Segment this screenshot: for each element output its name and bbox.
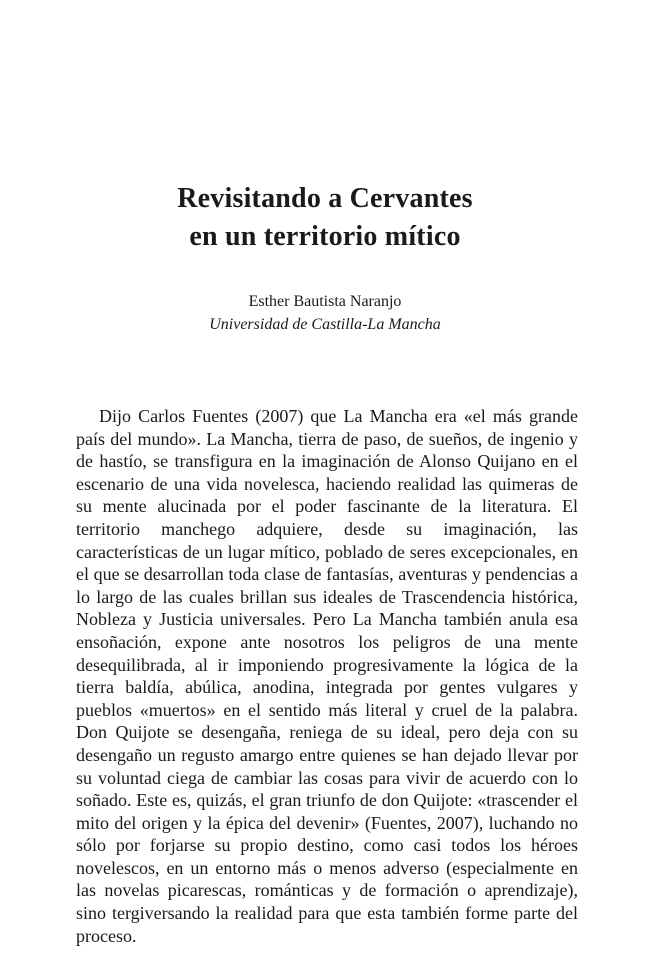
- title-line-2: en un territorio mítico: [189, 221, 461, 252]
- author-affiliation: Universidad de Castilla-La Mancha: [209, 316, 441, 333]
- body-paragraph: Dijo Carlos Fuentes (2007) que La Mancha era «el más grande país del mundo». La Mancha, tierra de paso, de sueños, de ingenio y de hastío, se transfigura en la imaginación de Alonso Quijano en el escenario de una vida novelesca, haciendo realidad las quimeras de su mente alucinada por el poder fascinante de la literatura. El territorio manchego adquiere, desde su imaginación, las características de un lugar mítico, poblado de seres excepcionales, en el que se desarrollan toda clase de fantasías, aventuras y pendencias a lo largo de las cuales brillan sus ideales de Trascendencia histórica, Nobleza y Justicia universales. Pero La Mancha también anula esa ensoñación, expone ante nosotros los peligros de una mente desequilibrada, al ir imponiendo progresivamente la lógica de la tierra baldía, abúlica, anodina, integrada por gentes vulgares y pueblos «muertos» en el sentido más literal y cruel de la palabra. Don Quijote se desengaña, reniega de su ideal, pero deja con su desengaño un regusto amargo entre quienes se han dejado llevar por su voluntad ciega de cambiar las cosas para vivir de acuerdo con lo soñado. Este es, quizás, el gran triunfo de don Quijote: «trascender el mito del origen y la épica del devenir» (Fuentes, 2007), luchando no sólo por forjarse su propio destino, como casi todos los héroes novelescos, en un entorno más o menos adverso (especialmente en las novelas picarescas, románticas y de formación o aprendizaje), sino tergiversando la realidad para que esta también forme parte del proceso.: [76, 406, 578, 946]
- author-name: Esther Bautista Naranjo: [248, 293, 402, 310]
- title-line-1: Revisitando a Cervantes: [177, 183, 473, 214]
- article-title: [0, 180, 650, 256]
- byline: [0, 290, 650, 336]
